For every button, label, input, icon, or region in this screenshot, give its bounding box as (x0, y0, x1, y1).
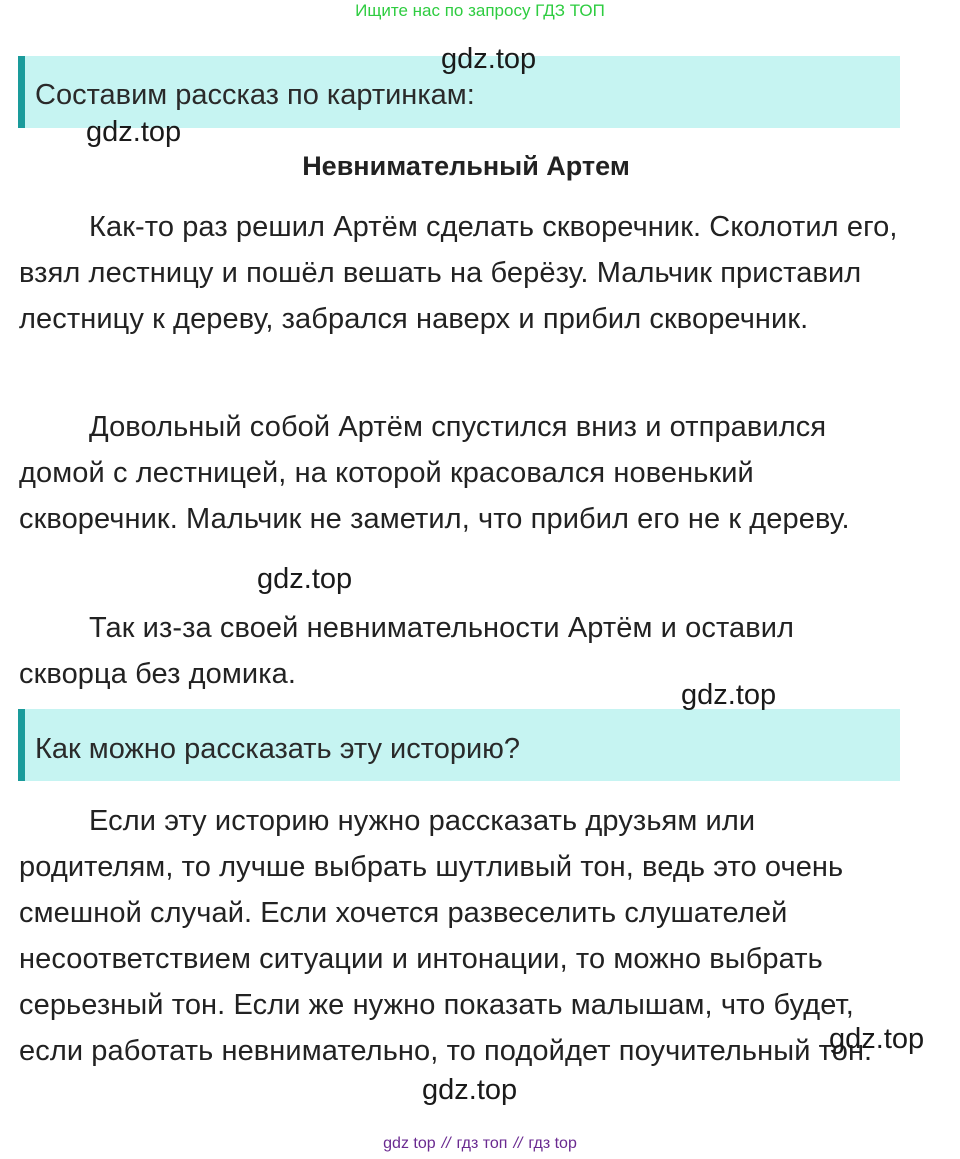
section-heading-how-to-tell: Как можно рассказать эту историю? (18, 709, 900, 781)
footer-link[interactable]: гдз top (528, 1135, 577, 1152)
answer-paragraph: Если эту историю нужно рассказать друзьям или родителям, то лучше выбрать шутливый тон, ведь это очень смешной случай. Если хочется развеселить слушателей несоответствием ситуации и интонации, то можно выбрать серьезный тон. Если же нужно показать малышам, что будет, если работать невнимательно, то подойдет поучительный тон. (19, 805, 873, 1067)
watermark: gdz.top (86, 116, 182, 148)
watermark: gdz.top (422, 1074, 518, 1106)
story-paragraph: Довольный собой Артём спустился вниз и отправился домой с лестницей, на которой красовался новенький скворечник. Мальчик не заметил, что прибил его не к дереву. (19, 411, 850, 535)
footer-links (0, 1133, 960, 1155)
footer-link[interactable]: гдз топ (456, 1135, 508, 1152)
footer-separator: // (441, 1135, 451, 1152)
footer-link[interactable]: gdz top (383, 1135, 436, 1152)
watermark: gdz.top (257, 563, 353, 595)
story-title: Невнимательный Артем (302, 151, 630, 181)
story-paragraph: Как-то раз решил Артём сделать скворечник. Сколотил его, взял лестницу и пошёл вешать на берёзу. Мальчик приставил лестницу к дереву, забрался наверх и прибил скворечник. (19, 211, 898, 335)
watermark: gdz.top (441, 43, 537, 75)
top-banner[interactable]: Ищите нас по запросу ГДЗ ТОП (355, 1, 605, 20)
watermark: gdz.top (829, 1023, 925, 1055)
story-paragraph: Так из-за своей невнимательности Артём и оставил скворца без домика. (19, 612, 795, 690)
section-heading-compose-story: Составим рассказ по картинкам: (18, 56, 900, 128)
footer-separator: // (513, 1135, 523, 1152)
watermark: gdz.top (681, 679, 777, 711)
